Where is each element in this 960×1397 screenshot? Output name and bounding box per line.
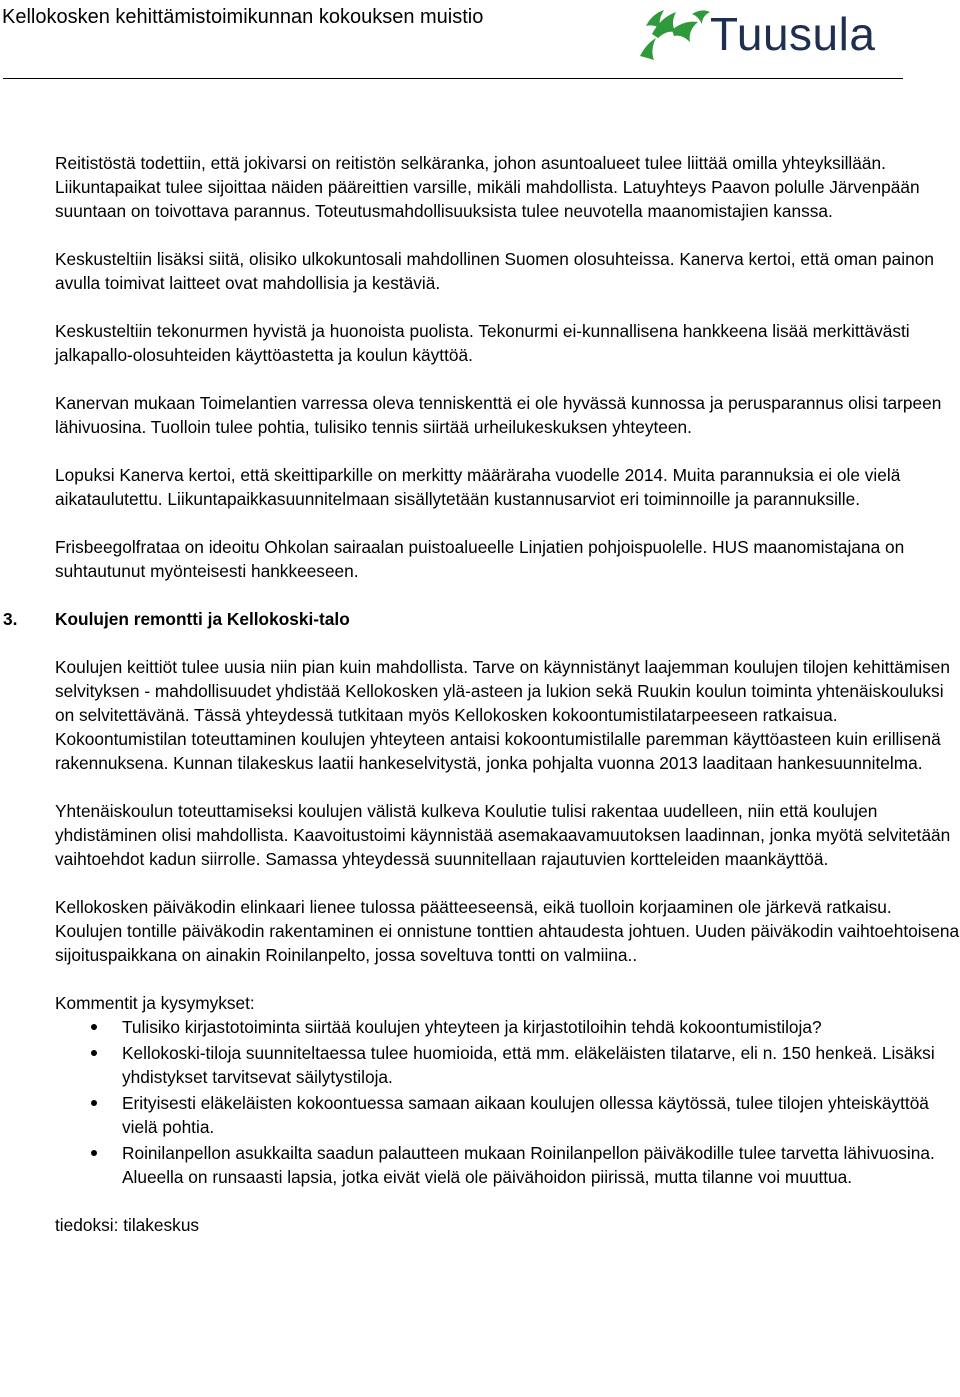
logo-text: Tuusula: [710, 8, 876, 60]
paragraph: Lopuksi Kanerva kertoi, että skeittiparkille on merkitty määräraha vuodelle 2014. Muita parannuksia ei ole vielä aikataulutettu. Liikuntapaikkasuunnitelmaan sisällytetään kustannusarviot eri toiminnoille ja parannuksille.: [55, 465, 901, 509]
document-body: [3, 151, 960, 1261]
paragraph: Kellokosken päiväkodin elinkaari lienee tulossa päätteeseensä, eikä tuolloin korjaaminen ole järkevä ratkaisu. Koulujen tontille päiväkodin rakentaminen ei onnistune tonttien ahtaudesta johtuen. Uuden päiväkodin vaihtoehtoisena sijoituspaikkana on ainakin Roinilanpelto, jossa soveltuva tontti on valmiina..: [55, 897, 960, 965]
paragraph: Kanervan mukaan Toimelantien varressa oleva tenniskenttä ei ole hyvässä kunnossa ja perusparannus olisi tarpeen lähivuosina. Tuolloin tulee pohtia, tulisiko tennis siirtää urheilukeskuksen yhteyteen.: [55, 393, 942, 437]
paragraph: Reitistöstä todettiin, että jokivarsi on reitistön selkäranka, johon asuntoalueet tulee liittää omilla yhteyksillään. Liikuntapaikat tulee sijoittaa näiden pääreittien varsille, mikäli mahdollista. Latuyhteys Paavon polulle Järvenpään suuntaan on toivottava parannus. Toteutusmahdollisuuksista tulee neuvotella maanomistajien kanssa.: [55, 153, 920, 221]
comments-list: [55, 1015, 960, 1189]
section-number: 3.: [3, 609, 18, 629]
list-item: Roinilanpellon asukkailta saadun palautteen mukaan Roinilanpellon päiväkodille tulee tarvetta lähivuosina. Alueella on runsaasti lapsia, jotka eivät vielä ole päivähoidon piirissä, mutta tilanne voi muuttua.: [55, 1141, 960, 1189]
section-title: Koulujen remontti ja Kellokoski-talo: [55, 609, 350, 629]
section-heading: [3, 607, 960, 631]
paragraph: Koulujen keittiöt tulee uusia niin pian kuin mahdollista. Tarve on käynnistänyt laajemman koulujen tilojen kehittämisen selvityksen - mahdollisuudet yhdistää Kellokosken ylä-asteen ja lukion sekä Ruukin koulun toiminta yhtenäiskouluksi on selvitettävänä. Tässä yhteydessä tutkitaan myös Kellokosken kokoontumistilatarpeeseen ratkaisua. Kokoontumistilan toteuttaminen koulujen yhteyteen antaisi kokoontumistilalle paremman käyttöasteen kuin erillisenä rakennuksena. Kunnan tilakeskus laatii hankeselvitystä, jonka pohjalta vuonna 2013 laaditaan hankesuunnitelma.: [55, 657, 950, 773]
document-title: Kellokosken kehittämistoimikunnan kokouksen muistio: [2, 6, 484, 28]
comments-heading: Kommentit ja kysymykset:: [55, 993, 255, 1013]
list-item: Erityisesti eläkeläisten kokoontuessa samaan aikaan koulujen ollessa käytössä, tulee tilojen yhteiskäyttöä vielä pohtia.: [55, 1091, 960, 1139]
paragraph: Yhtenäiskoulun toteuttamiseksi koulujen välistä kulkeva Koulutie tulisi rakentaa uudelleen, niin että koulujen yhdistäminen olisi mahdollista. Kaavoitustoimi käynnistää asemakaavamuutoksen laadinnan, jonka myötä selvitetään vaihtoehdot kadun siirrolle. Samassa yhteydessä suunnitellaan rajautuvien kortteleiden maankäyttöä.: [55, 801, 951, 869]
list-item: Tulisiko kirjastotoiminta siirtää koulujen yhteyteen ja kirjastotiloihin tehdä kokoontumistiloja?: [55, 1015, 960, 1039]
paragraph: Keskusteltiin tekonurmen hyvistä ja huonoista puolista. Tekonurmi ei-kunnallisena hankkeena lisää merkittävästi jalkapallo-olosuhteiden käyttöastetta ja koulun käyttöä.: [55, 321, 910, 365]
header-divider: [3, 78, 903, 79]
paragraph: Keskusteltiin lisäksi siitä, olisiko ulkokuntosali mahdollinen Suomen olosuhteissa. Kanerva kertoi, että oman painon avulla toimivat laitteet ovat mahdollisia ja kestäviä.: [55, 249, 934, 293]
paragraph: Frisbeegolfrataa on ideoitu Ohkolan sairaalan puistoalueelle Linjatien pohjoispuolelle. HUS maanomistajana on suhtautunut myönteisesti hankkeeseen.: [55, 537, 905, 581]
footer-note: tiedoksi: tilakeskus: [55, 1215, 200, 1235]
list-item: Kellokoski-tiloja suunniteltaessa tulee huomioida, että mm. eläkeläisten tilatarve, eli n. 150 henkeä. Lisäksi yhdistykset tarvitsevat säilytystiloja.: [55, 1041, 960, 1089]
